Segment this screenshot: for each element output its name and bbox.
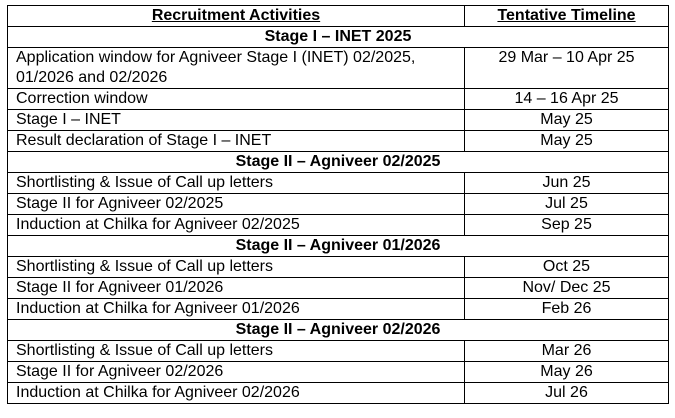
- stage-title: Stage II – Agniveer 02/2025: [8, 152, 669, 173]
- activity-cell: Shortlisting & Issue of Call up letters: [8, 257, 465, 278]
- timeline-cell: Jul 26: [465, 383, 669, 404]
- table-row: [8, 215, 669, 236]
- activity-cell: Induction at Chilka for Agniveer 02/2026: [8, 383, 465, 404]
- table-row: [8, 131, 669, 152]
- timeline-cell: Feb 26: [465, 299, 669, 320]
- activity-cell: Stage II for Agniveer 02/2025: [8, 194, 465, 215]
- timeline-cell: Sep 25: [465, 215, 669, 236]
- timeline-cell: Jun 25: [465, 173, 669, 194]
- stage-row-agniveer-01-2026: [8, 236, 669, 257]
- activity-cell: Correction window: [8, 89, 465, 110]
- activity-cell: Result declaration of Stage I – INET: [8, 131, 465, 152]
- stage-row-inet-2025: [8, 27, 669, 48]
- table-row: [8, 278, 669, 299]
- timeline-cell: Mar 26: [465, 341, 669, 362]
- recruitment-timeline-table: [7, 5, 669, 404]
- activity-cell: Shortlisting & Issue of Call up letters: [8, 173, 465, 194]
- timeline-cell: May 25: [465, 131, 669, 152]
- activity-cell: Application window for Agniveer Stage I (INET) 02/2025, 01/2026 and 02/2026: [8, 48, 465, 89]
- header-recruitment-activities: [8, 6, 465, 27]
- stage-title: Stage I – INET 2025: [8, 27, 669, 48]
- activity-cell: Stage II for Agniveer 01/2026: [8, 278, 465, 299]
- stage-row-agniveer-02-2025: [8, 152, 669, 173]
- header-tentative-timeline-label: Tentative Timeline: [497, 7, 636, 24]
- table-row: [8, 341, 669, 362]
- activity-cell: Stage I – INET: [8, 110, 465, 131]
- timeline-cell: Jul 25: [465, 194, 669, 215]
- activity-cell: Stage II for Agniveer 02/2026: [8, 362, 465, 383]
- timeline-cell: May 26: [465, 362, 669, 383]
- activity-cell: Shortlisting & Issue of Call up letters: [8, 341, 465, 362]
- table-header-row: [8, 6, 669, 27]
- table-row: [8, 194, 669, 215]
- table-row: [8, 89, 669, 110]
- recruitment-timeline-wrapper: [7, 5, 669, 404]
- header-recruitment-activities-label: Recruitment Activities: [151, 7, 321, 24]
- timeline-cell: 14 – 16 Apr 25: [465, 89, 669, 110]
- timeline-cell: Nov/ Dec 25: [465, 278, 669, 299]
- timeline-cell: 29 Mar – 10 Apr 25: [465, 48, 669, 89]
- table-row: [8, 257, 669, 278]
- table-row: [8, 173, 669, 194]
- table-row: [8, 48, 669, 89]
- stage-title: Stage II – Agniveer 02/2026: [8, 320, 669, 341]
- table-row: [8, 299, 669, 320]
- stage-row-agniveer-02-2026: [8, 320, 669, 341]
- table-row: [8, 383, 669, 404]
- activity-cell: Induction at Chilka for Agniveer 01/2026: [8, 299, 465, 320]
- header-tentative-timeline: [465, 6, 669, 27]
- table-row: [8, 362, 669, 383]
- activity-cell: Induction at Chilka for Agniveer 02/2025: [8, 215, 465, 236]
- timeline-cell: Oct 25: [465, 257, 669, 278]
- timeline-cell: May 25: [465, 110, 669, 131]
- stage-title: Stage II – Agniveer 01/2026: [8, 236, 669, 257]
- table-row: [8, 110, 669, 131]
